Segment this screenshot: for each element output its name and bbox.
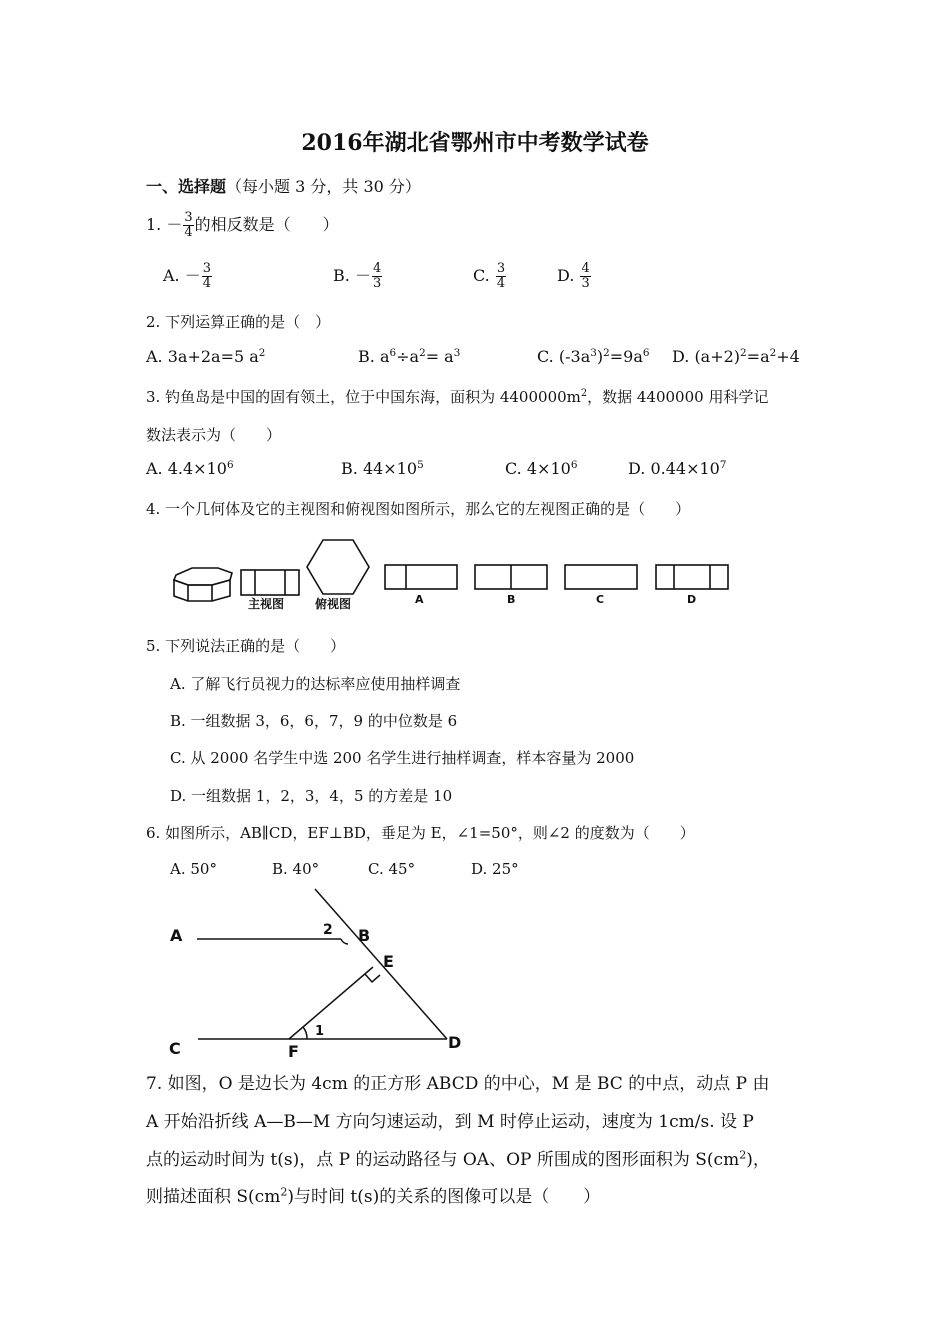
option-sign: － <box>354 266 371 285</box>
label-f: F <box>288 1042 299 1061</box>
q1-stem: 的相反数是（ ） <box>194 215 339 234</box>
top-view <box>307 540 369 594</box>
option-label: A. <box>146 347 163 366</box>
option-text: 3a+2a=5 a <box>167 347 259 366</box>
exponent: 2 <box>580 388 588 400</box>
frac-num: 4 <box>372 261 382 276</box>
q1-number: 1. <box>146 215 162 234</box>
question-7-line-2: A 开始沿折线 A—B—M 方向匀速运动，到 M 时停止运动，速度为 1cm/s. 设 P <box>146 1112 754 1132</box>
option-fraction <box>202 262 212 291</box>
frac-den: 4 <box>202 276 212 291</box>
front-view-label: 主视图 <box>248 597 285 611</box>
label-b: B <box>358 926 371 945</box>
q6-option-c: C. 45° <box>368 860 416 878</box>
frac-den: 3 <box>581 276 590 291</box>
q3-option-d <box>628 459 726 478</box>
option-text: +4 <box>776 347 800 366</box>
q6-option-b: B. 40° <box>272 860 320 878</box>
q4-option-b-label: B <box>507 593 516 606</box>
q3-option-a <box>146 459 234 478</box>
page-title: 2016年湖北省鄂州市中考数学试卷 <box>301 130 649 156</box>
question-2: 2. 下列运算正确的是（ ） <box>146 313 331 331</box>
label-angle-1: 1 <box>315 1024 325 1039</box>
option-text: = a <box>425 347 454 366</box>
q1-fraction <box>183 211 193 240</box>
exponent: 6 <box>226 458 234 471</box>
q4-option-d-view <box>656 565 728 589</box>
q3-option-c <box>505 459 577 478</box>
question-7-line-1: 7. 如图，O 是边长为 4cm 的正方形 ABCD 的中心，M 是 BC 的中点，动点 P 由 <box>146 1074 770 1094</box>
q4-figure <box>170 535 740 615</box>
q2-option-b <box>358 347 460 366</box>
frac-den: 4 <box>496 276 506 291</box>
q1-option-a <box>163 262 213 291</box>
question-3-line-2: 数法表示为（ ） <box>146 426 282 444</box>
q5-option-c: C. 从 2000 名学生中选 200 名学生进行抽样调查，样本容量为 2000 <box>170 749 635 767</box>
option-label: B. <box>333 266 350 285</box>
label-e: E <box>383 952 394 971</box>
option-text: =a <box>746 347 770 366</box>
q7-text: )与时间 t(s)的关系的图像可以是（ ） <box>287 1187 601 1207</box>
q7-text: 点的运动时间为 t(s)，点 P 的运动路径与 OA、OP 所围成的图形面积为 S(cm <box>146 1150 740 1170</box>
option-label: A. <box>163 266 180 285</box>
angle-2-arc <box>341 939 348 944</box>
question-1 <box>146 211 339 240</box>
q7-text: 则描述面积 S(cm <box>146 1187 281 1207</box>
front-view <box>241 570 299 595</box>
option-text: 44×10 <box>362 459 418 478</box>
option-label: C. <box>505 459 522 478</box>
option-text: (-3a <box>558 347 591 366</box>
q6-figure <box>165 885 475 1060</box>
q3-text: ，数据 4400000 用科学记 <box>587 388 769 406</box>
label-c: C <box>169 1039 181 1058</box>
exponent: 2 <box>739 1148 747 1162</box>
section-title: 一、选择题 <box>146 177 227 196</box>
option-label: C. <box>537 347 554 366</box>
option-fraction <box>580 262 590 291</box>
q6-option-a: A. 50° <box>170 860 217 878</box>
q2-option-d <box>672 347 800 366</box>
top-view-label: 俯视图 <box>315 597 352 611</box>
q4-option-c-view <box>565 565 637 589</box>
exponent: 2 <box>769 346 777 359</box>
q1-frac-num: 3 <box>184 210 193 225</box>
exponent: 6 <box>389 346 397 359</box>
exponent: 2 <box>603 346 610 359</box>
q4-option-b-view <box>475 565 547 589</box>
angle-1-arc <box>303 1027 307 1039</box>
q4-option-a-label: A <box>415 593 424 606</box>
option-label: D. <box>628 459 646 478</box>
frac-den: 3 <box>372 276 382 291</box>
section-note: （每小题 3 分，共 30 分） <box>226 177 421 196</box>
q1-option-c <box>473 262 507 291</box>
option-text: (a+2) <box>694 347 741 366</box>
q1-sign: － <box>166 215 183 234</box>
option-label: D. <box>672 347 690 366</box>
frac-num: 4 <box>581 261 590 276</box>
frac-num: 3 <box>202 261 212 276</box>
question-7-line-3 <box>146 1145 770 1170</box>
option-label: C. <box>473 266 490 285</box>
frac-num: 3 <box>496 261 506 276</box>
exponent: 5 <box>417 458 424 471</box>
label-a: A <box>170 926 183 945</box>
option-sign: － <box>184 266 201 285</box>
q1-frac-den: 4 <box>184 225 193 240</box>
q4-option-a-view <box>385 565 457 589</box>
exponent: 2 <box>740 346 747 359</box>
q7-text: )， <box>746 1150 770 1170</box>
hexagonal-prism <box>174 568 232 601</box>
q5-option-b: B. 一组数据 3，6，6，7，9 的中位数是 6 <box>170 712 458 730</box>
q1-option-b <box>333 262 383 291</box>
q4-option-c-label: C <box>596 593 605 606</box>
question-7-line-4 <box>146 1182 600 1207</box>
right-angle-mark <box>365 974 380 982</box>
option-fraction <box>372 262 382 291</box>
q2-option-a <box>146 347 265 366</box>
question-4: 4. 一个几何体及它的主视图和俯视图如图所示，那么它的左视图正确的是（ ） <box>146 500 691 518</box>
question-5: 5. 下列说法正确的是（ ） <box>146 637 346 655</box>
option-text: =9a <box>609 347 643 366</box>
q6-option-d: D. 25° <box>471 860 519 878</box>
section-heading <box>146 174 421 197</box>
option-fraction <box>496 262 506 291</box>
exponent: 6 <box>642 346 650 359</box>
option-text: ÷a <box>396 347 420 366</box>
exponent: 3 <box>590 346 597 359</box>
option-text: a <box>379 347 390 366</box>
q4-option-d-label: D <box>687 593 697 606</box>
line-ef <box>289 967 373 1039</box>
option-text: 4×10 <box>526 459 571 478</box>
q3-text: 3. 钓鱼岛是中国的固有领土，位于中国东海，面积为 4400000m <box>146 388 581 406</box>
exponent: 6 <box>570 458 578 471</box>
exponent: 3 <box>453 346 461 359</box>
option-label: A. <box>146 459 163 478</box>
option-text: 0.44×10 <box>650 459 720 478</box>
exponent: 2 <box>419 346 426 359</box>
q5-option-a: A. 了解飞行员视力的达标率应使用抽样调查 <box>170 675 461 693</box>
question-6: 6. 如图所示，AB∥CD，EF⊥BD，垂足为 E，∠1=50°，则∠2 的度数为（ ） <box>146 824 695 842</box>
exponent: 2 <box>258 346 266 359</box>
option-label: B. <box>341 459 358 478</box>
q5-option-d: D. 一组数据 1，2，3，4，5 的方差是 10 <box>170 787 453 805</box>
exponent: 2 <box>280 1185 288 1199</box>
option-label: D. <box>557 266 575 285</box>
label-d: D <box>448 1033 462 1052</box>
q2-option-c <box>537 347 649 366</box>
label-angle-2: 2 <box>323 922 333 938</box>
option-text: ) <box>596 347 604 366</box>
question-3-line-1 <box>146 386 768 407</box>
option-text: 4.4×10 <box>167 459 227 478</box>
q3-option-b <box>341 459 424 478</box>
q1-option-d <box>557 262 592 291</box>
exponent: 7 <box>719 458 727 471</box>
option-label: B. <box>358 347 375 366</box>
line-bd <box>315 889 447 1039</box>
